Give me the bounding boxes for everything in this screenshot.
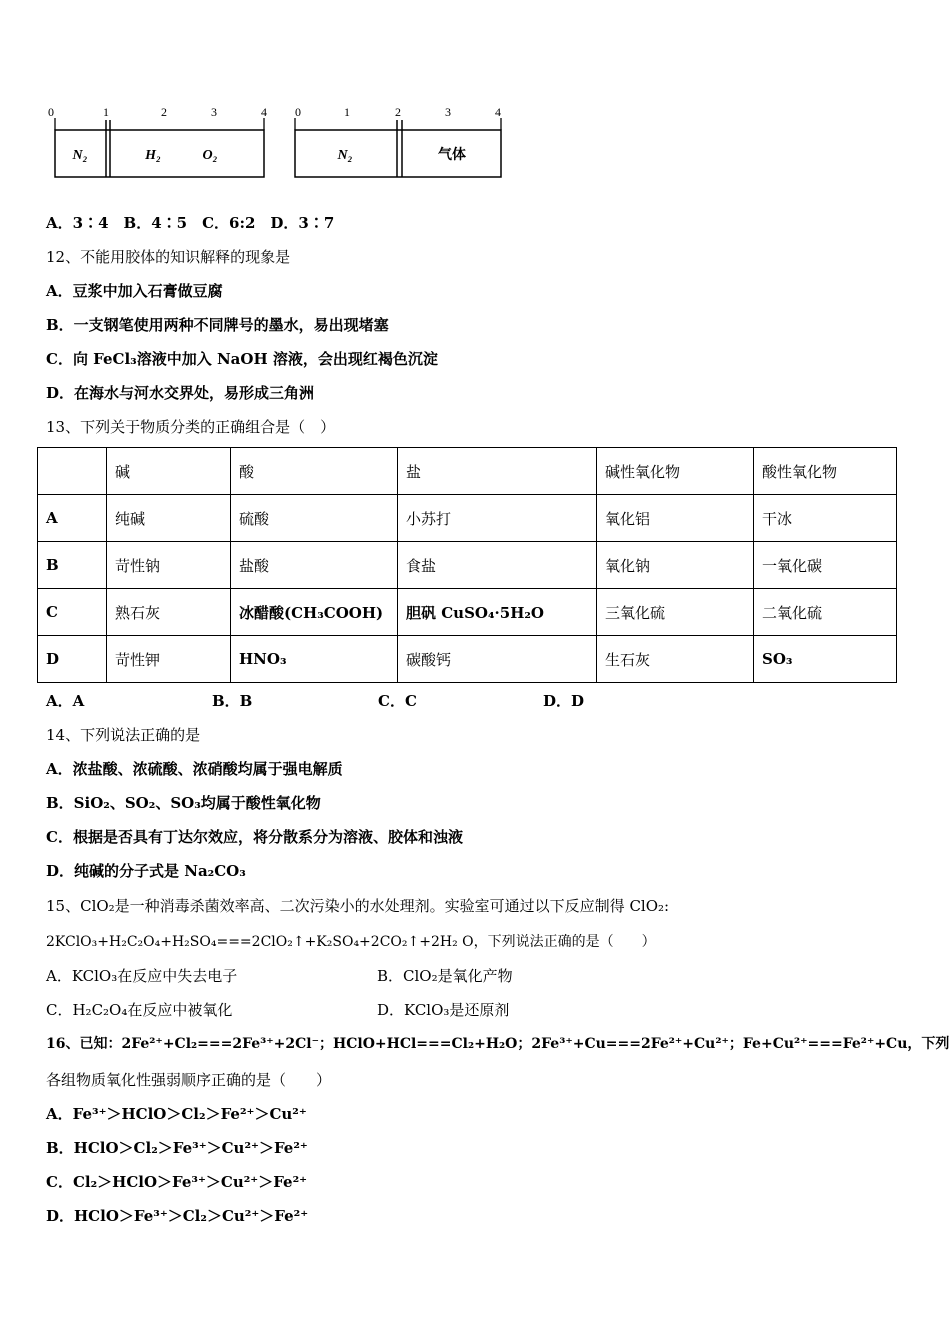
q14-stem: 14、下列说法正确的是: [46, 726, 201, 744]
q15-option-a: A．KClO₃在反应中失去电子: [46, 967, 238, 985]
table-row: [38, 589, 897, 636]
table-cell: 干冰: [754, 495, 897, 542]
table-cell: 生石灰: [597, 636, 754, 683]
table-header-row: [38, 448, 897, 495]
q13-option-b: B．B: [212, 692, 253, 710]
table-row: [38, 636, 897, 683]
left-cell-o2: O₂: [202, 148, 218, 163]
q12-option-d: D．在海水与河水交界处，易形成三角洲: [46, 384, 315, 402]
q16-option-b: B．HClO＞Cl₂＞Fe³⁺＞Cu²⁺＞Fe²⁺: [46, 1139, 308, 1157]
right-scale-1: 1: [344, 105, 350, 119]
left-container: [48, 105, 267, 177]
table-header-cell: 酸性氧化物: [754, 448, 897, 495]
q14-option-d: D．纯碱的分子式是 Na₂CO₃: [46, 862, 246, 880]
q14-option-a: A．浓盐酸、浓硫酸、浓硝酸均属于强电解质: [46, 760, 343, 778]
q16-option-a: A．Fe³⁺＞HClO＞Cl₂＞Fe²⁺＞Cu²⁺: [46, 1105, 307, 1123]
table-cell: 苛性钠: [107, 542, 231, 589]
classification-table: [37, 447, 897, 683]
q12-stem: 12、不能用胶体的知识解释的现象是: [46, 248, 291, 266]
q14-option-b: B．SiO₂、SO₂、SO₃均属于酸性氧化物: [46, 794, 321, 812]
left-scale-3: 3: [211, 105, 217, 119]
q16-option-d: D．HClO＞Fe³⁺＞Cl₂＞Cu²⁺＞Fe²⁺: [46, 1207, 309, 1225]
table-cell: 纯碱: [107, 495, 231, 542]
table-header-cell: [38, 448, 107, 495]
table-cell: 三氧化硫: [597, 589, 754, 636]
left-cell-h2: H₂: [145, 148, 161, 163]
table-cell: 食盐: [398, 542, 597, 589]
q16-stem: 16、已知：2Fe²⁺+Cl₂===2Fe³⁺+2Cl⁻；HClO+HCl===Cl₂+H₂O；2Fe³⁺+Cu===2Fe²⁺+Cu²⁺；Fe+Cu²⁺===Fe²⁺+Cu，下列: [46, 1036, 950, 1052]
table-cell: 小苏打: [398, 495, 597, 542]
q13-stem: 13、下列关于物质分类的正确组合是（ ）: [46, 418, 336, 436]
q16-option-c: C．Cl₂＞HClO＞Fe³⁺＞Cu²⁺＞Fe²⁺: [46, 1173, 308, 1191]
q13-option-d: D．D: [543, 692, 585, 710]
table-cell: 熟石灰: [107, 589, 231, 636]
table-header-cell: 酸: [231, 448, 398, 495]
table-cell: 冰醋酸(CH₃COOH): [231, 589, 398, 636]
table-cell: 胆矾 CuSO₄·5H₂O: [398, 589, 597, 636]
left-scale-0: 0: [48, 105, 54, 119]
q15-stem: 15、ClO₂是一种消毒杀菌效率高、二次污染小的水处理剂。实验室可通过以下反应制得 ClO₂:: [46, 897, 670, 915]
table-header-cell: 碱性氧化物: [597, 448, 754, 495]
left-scale-1: 1: [103, 105, 109, 119]
right-cell-gas: 气体: [438, 147, 466, 163]
right-scale-3: 3: [445, 105, 451, 119]
right-container: [295, 105, 501, 177]
q14-option-c: C．根据是否具有丁达尔效应，将分散系分为溶液、胶体和浊液: [46, 828, 463, 846]
table-cell: 氧化铝: [597, 495, 754, 542]
q15-option-d: D．KClO₃是还原剂: [377, 1001, 510, 1019]
table-row: [38, 542, 897, 589]
gas-container-figure: [40, 96, 510, 186]
left-scale-2: 2: [161, 105, 167, 119]
q15-equation: 2KClO₃+H₂C₂O₄+H₂SO₄===2ClO₂↑+K₂SO₄+2CO₂↑+2H₂ O，下列说法正确的是（ ）: [46, 934, 656, 950]
table-cell: 苛性钾: [107, 636, 231, 683]
q15-option-b: B．ClO₂是氧化产物: [377, 967, 513, 985]
table-cell: 盐酸: [231, 542, 398, 589]
right-scale-2: 2: [395, 105, 401, 119]
q12-option-b: B．一支钢笔使用两种不同牌号的墨水，易出现堵塞: [46, 316, 389, 334]
q11-options: A．3∶4 B．4∶5 C．6:2 D．3∶7: [46, 214, 335, 232]
right-scale-0: 0: [295, 105, 301, 119]
table-cell: C: [38, 589, 107, 636]
table-cell: D: [38, 636, 107, 683]
table-cell: B: [38, 542, 107, 589]
q13-option-c: C．C: [378, 692, 417, 710]
right-scale-4: 4: [495, 105, 501, 119]
table-cell: SO₃: [754, 636, 897, 683]
table-cell: 氧化钠: [597, 542, 754, 589]
q13-option-a: A．A: [46, 692, 85, 710]
table-header-cell: 碱: [107, 448, 231, 495]
table-header-cell: 盐: [398, 448, 597, 495]
table-cell: 碳酸钙: [398, 636, 597, 683]
right-cell-n2: N₂: [337, 148, 353, 163]
q12-option-a: A．豆浆中加入石膏做豆腐: [46, 282, 223, 300]
table-cell: 一氧化碳: [754, 542, 897, 589]
q15-option-c: C．H₂C₂O₄在反应中被氧化: [46, 1001, 233, 1019]
q16-stem-continued: 各组物质氧化性强弱顺序正确的是（ ）: [46, 1071, 332, 1089]
table-cell: A: [38, 495, 107, 542]
table-cell: HNO₃: [231, 636, 398, 683]
table-row: [38, 495, 897, 542]
left-scale-4: 4: [261, 105, 267, 119]
left-cell-n2: N₂: [72, 148, 88, 163]
q12-option-c: C．向 FeCl₃溶液中加入 NaOH 溶液，会出现红褐色沉淀: [46, 350, 438, 368]
table-cell: 二氧化硫: [754, 589, 897, 636]
table-cell: 硫酸: [231, 495, 398, 542]
